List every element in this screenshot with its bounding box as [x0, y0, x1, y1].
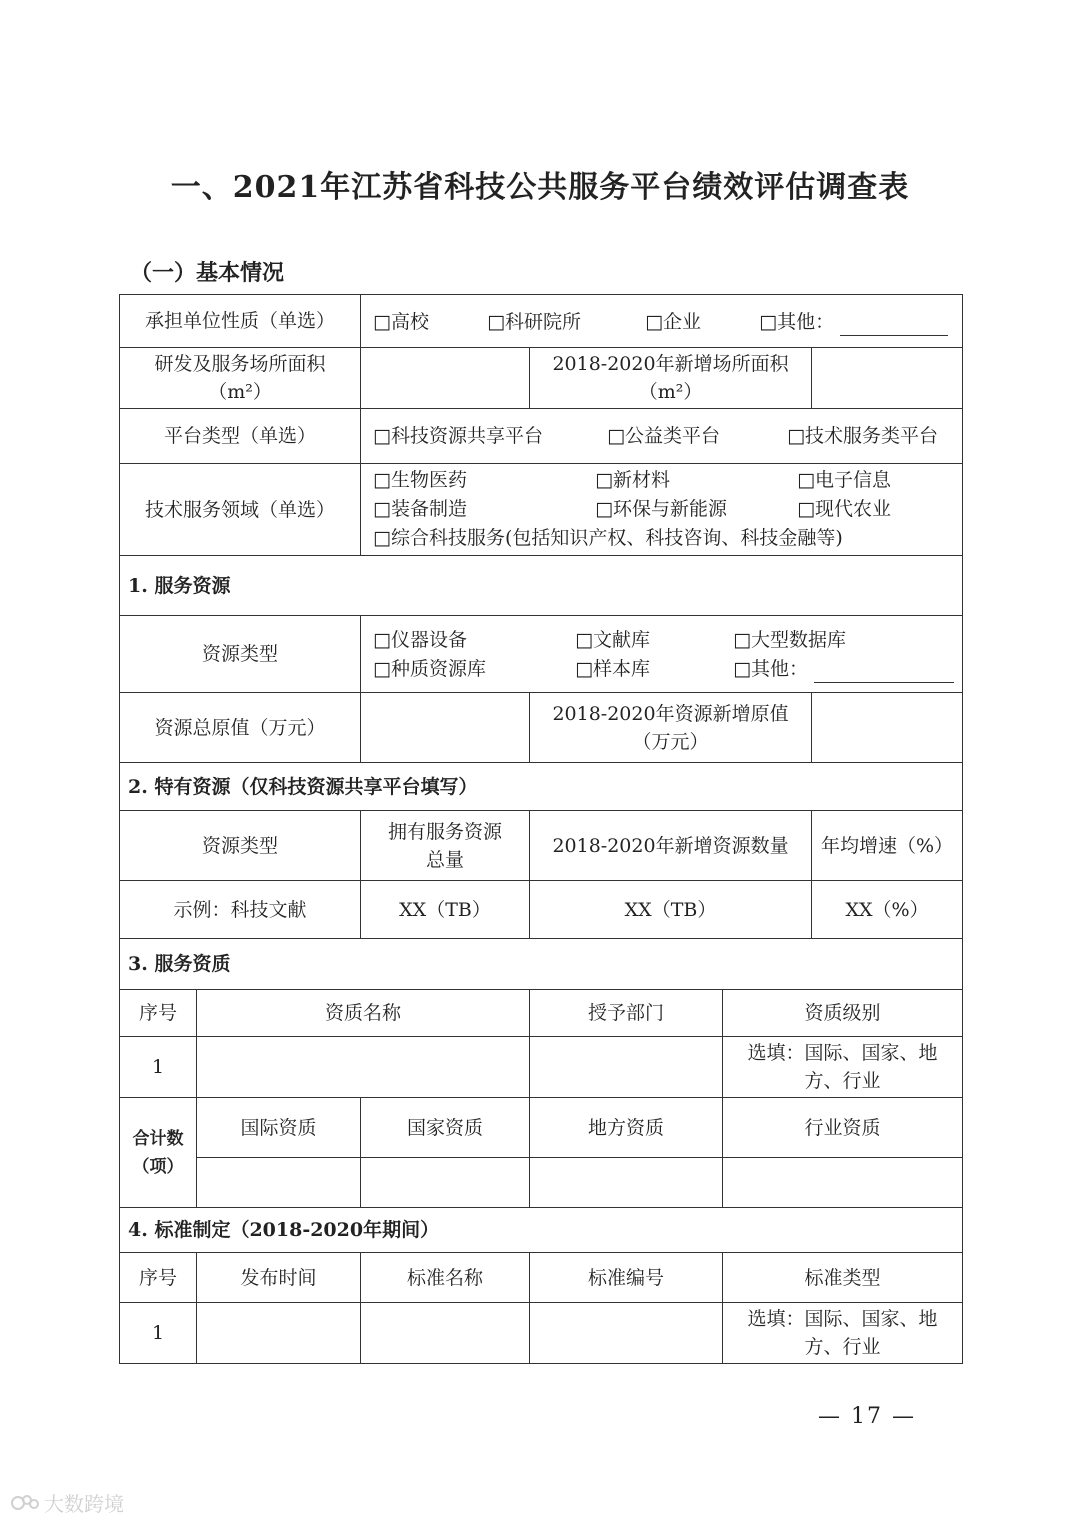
- std-row-type[interactable]: 选填：国际、国家、地 方、行业: [723, 1303, 963, 1364]
- example-total: XX（TB）: [361, 881, 530, 939]
- section-qualifications: 3. 服务资质: [120, 939, 963, 990]
- unique-col-new: 2018-2020年新增资源数量: [530, 811, 812, 881]
- option-resource-sharing[interactable]: □科技资源共享平台: [373, 425, 543, 447]
- qual-col-dept: 授予部门: [530, 990, 723, 1037]
- qual-total-intl-value[interactable]: [197, 1158, 361, 1208]
- new-area-label: 2018-2020年新增场所面积 （m²）: [530, 348, 812, 409]
- qual-total-local-value[interactable]: [530, 1158, 723, 1208]
- example-type: 示例：科技文献: [120, 881, 361, 939]
- document-title: 一、2021年江苏省科技公共服务平台绩效评估调查表: [170, 170, 910, 205]
- unique-col-growth: 年均增速（%）: [812, 811, 963, 881]
- option-literature-db[interactable]: □文献库: [575, 628, 651, 651]
- platform-type-label: 平台类型（单选）: [120, 409, 361, 464]
- option-enterprise[interactable]: □企业: [645, 310, 702, 333]
- qual-total-industry: 行业资质: [723, 1098, 963, 1158]
- option-university[interactable]: □高校: [373, 310, 429, 333]
- qual-col-level: 资质级别: [723, 990, 963, 1037]
- resource-total-value[interactable]: [361, 693, 530, 763]
- option-modern-agriculture[interactable]: □现代农业: [797, 498, 892, 520]
- survey-table: [119, 294, 963, 1364]
- std-row-name[interactable]: [361, 1303, 530, 1364]
- watermark: [10, 1488, 124, 1517]
- option-large-database[interactable]: □大型数据库: [733, 628, 847, 651]
- page-number: — 17 —: [818, 1404, 916, 1429]
- unique-col-type: 资源类型: [120, 811, 361, 881]
- option-germplasm[interactable]: □种质资源库: [373, 657, 486, 680]
- new-area-value[interactable]: [812, 348, 963, 409]
- qual-total-intl: 国际资质: [197, 1098, 361, 1158]
- section-basic-info: （一）基本情况: [130, 260, 285, 286]
- std-col-no: 序号: [120, 1253, 197, 1303]
- option-sample-bank[interactable]: □样本库: [575, 657, 651, 680]
- resource-new-label: 2018-2020年资源新增原值 （万元）: [530, 693, 812, 763]
- qual-row-name[interactable]: [197, 1037, 530, 1098]
- qual-col-name: 资质名称: [197, 990, 530, 1037]
- option-comprehensive-services[interactable]: □综合科技服务(包括知识产权、科技咨询、科技金融等): [373, 527, 843, 549]
- example-growth: XX（%）: [812, 881, 963, 939]
- option-other[interactable]: □其他：: [759, 310, 835, 333]
- other-blank-line[interactable]: [840, 307, 948, 336]
- resource-other-blank[interactable]: [814, 654, 954, 683]
- rd-area-value[interactable]: [361, 348, 530, 409]
- tech-field-options: [361, 464, 963, 556]
- watermark-text: 大数跨境: [44, 1492, 124, 1516]
- qual-row-dept[interactable]: [530, 1037, 723, 1098]
- option-resource-other[interactable]: □其他：: [733, 657, 809, 680]
- option-equipment-manufacturing[interactable]: □装备制造: [373, 498, 467, 520]
- qual-total-local: 地方资质: [530, 1098, 723, 1158]
- std-row-code[interactable]: [530, 1303, 723, 1364]
- option-electronic-info[interactable]: □电子信息: [797, 469, 892, 491]
- rd-area-label: 研发及服务场所面积 （m²）: [120, 348, 361, 409]
- qual-total-national-value[interactable]: [361, 1158, 530, 1208]
- std-col-date: 发布时间: [197, 1253, 361, 1303]
- option-biomedicine[interactable]: □生物医药: [373, 469, 467, 491]
- resource-type-options: [361, 616, 963, 693]
- qual-col-no: 序号: [120, 990, 197, 1037]
- option-new-materials[interactable]: □新材料: [595, 469, 671, 491]
- unit-nature-label: 承担单位性质（单选）: [120, 295, 361, 348]
- resource-total-label: 资源总原值（万元）: [120, 693, 361, 763]
- example-new: XX（TB）: [530, 881, 812, 939]
- std-col-name: 标准名称: [361, 1253, 530, 1303]
- watermark-logo-icon: [10, 1492, 40, 1514]
- qual-total-label: 合计数 （项）: [120, 1098, 197, 1208]
- qual-total-industry-value[interactable]: [723, 1158, 963, 1208]
- qual-total-national: 国家资质: [361, 1098, 530, 1158]
- qual-row-no: 1: [120, 1037, 197, 1098]
- std-col-code: 标准编号: [530, 1253, 723, 1303]
- unit-nature-options: [361, 295, 963, 348]
- platform-type-options: [361, 409, 963, 464]
- std-row-date[interactable]: [197, 1303, 361, 1364]
- option-instruments[interactable]: □仪器设备: [373, 628, 467, 651]
- section-unique-resources: 2. 特有资源（仅科技资源共享平台填写）: [120, 763, 963, 811]
- std-col-type: 标准类型: [723, 1253, 963, 1303]
- std-row-no: 1: [120, 1303, 197, 1364]
- tech-field-label: 技术服务领域（单选）: [120, 464, 361, 556]
- option-environmental-energy[interactable]: □环保与新能源: [595, 498, 728, 520]
- option-research-institute[interactable]: □科研院所: [487, 310, 582, 333]
- qual-row-level[interactable]: 选填：国际、国家、地 方、行业: [723, 1037, 963, 1098]
- resource-type-label: 资源类型: [120, 616, 361, 693]
- section-standards: 4. 标准制定（2018-2020年期间）: [120, 1208, 963, 1253]
- option-public-welfare[interactable]: □公益类平台: [607, 425, 721, 447]
- unique-col-total: 拥有服务资源 总量: [361, 811, 530, 881]
- section-service-resources: 1. 服务资源: [120, 556, 963, 616]
- resource-new-value[interactable]: [812, 693, 963, 763]
- option-tech-service[interactable]: □技术服务类平台: [787, 425, 939, 447]
